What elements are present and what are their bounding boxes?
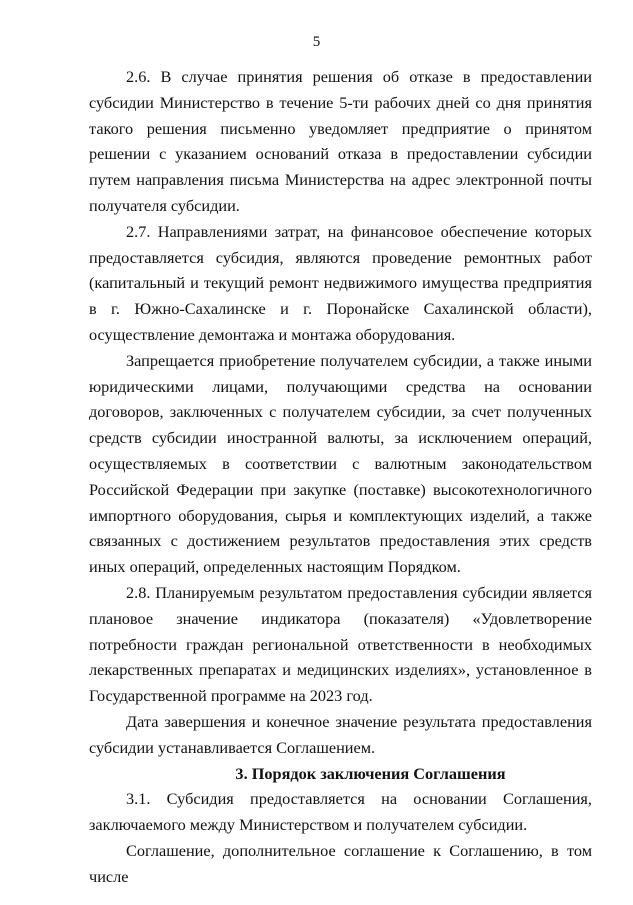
page-number: 5 bbox=[312, 34, 321, 50]
paragraph-3-1: 3.1. Субсидия предоставляется на основании Соглашения, заключаемого между Министерством и получателем субсидии. bbox=[89, 789, 592, 835]
paragraph-2-6: 2.6. В случае принятия решения об отказе в предоставлении субсидии Министерство в течение 5-ти рабочих дней со дня принятия такого решения письменно уведомляет предприятие о принятом решении с указанием оснований отказа в предоставлении субсидии путем направления письма Министерства на адрес электронной почты получателя субсидии. bbox=[89, 67, 592, 215]
paragraph-agreement-continued: Соглашение, дополнительное соглашение к Соглашению, в том числе bbox=[89, 840, 592, 886]
paragraph-2-8: 2.8. Планируемым результатом предоставления субсидии является плановое значение индикатора (показателя) «Удовлетворение потребности граждан региональной ответственности в необходимых лекарственных препаратах и медицинских изделиях», установленное в Государственной программе на 2023 год. bbox=[89, 582, 592, 706]
paragraph-prohibition: Запрещается приобретение получателем субсидии, а также иными юридическими лицами, получающими средства на основании договоров, заключенных с получателем субсидии, за счет полученных средств субсидии иностранной валюты, за исключением операций, осуществляемых в соответствии с валютным законодательством Российской Федерации при закупке (поставке) высокотехнологичного импортного оборудования, сырья и комплектующих изделий, а также связанных с достижением результатов предоставления этих средств иных операций, определенных настоящим Порядком. bbox=[89, 350, 592, 577]
section-heading: 3. Порядок заключения Соглашения bbox=[235, 763, 506, 783]
paragraph-2-7: 2.7. Направлениями затрат, на финансовое обеспечение которых предоставляется субсидия, являются проведение ремонтных работ (капитальный и текущий ремонт недвижимого имущества предприятия в г. Южно-Сахалинске и г. Поронайске Сахалинской области), осуществление демонтажа и монтажа оборудования. bbox=[89, 221, 592, 344]
paragraph-completion-date: Дата завершения и конечное значение результата предоставления субсидии устанавливается Соглашением. bbox=[89, 711, 592, 757]
document-body bbox=[89, 64, 592, 890]
